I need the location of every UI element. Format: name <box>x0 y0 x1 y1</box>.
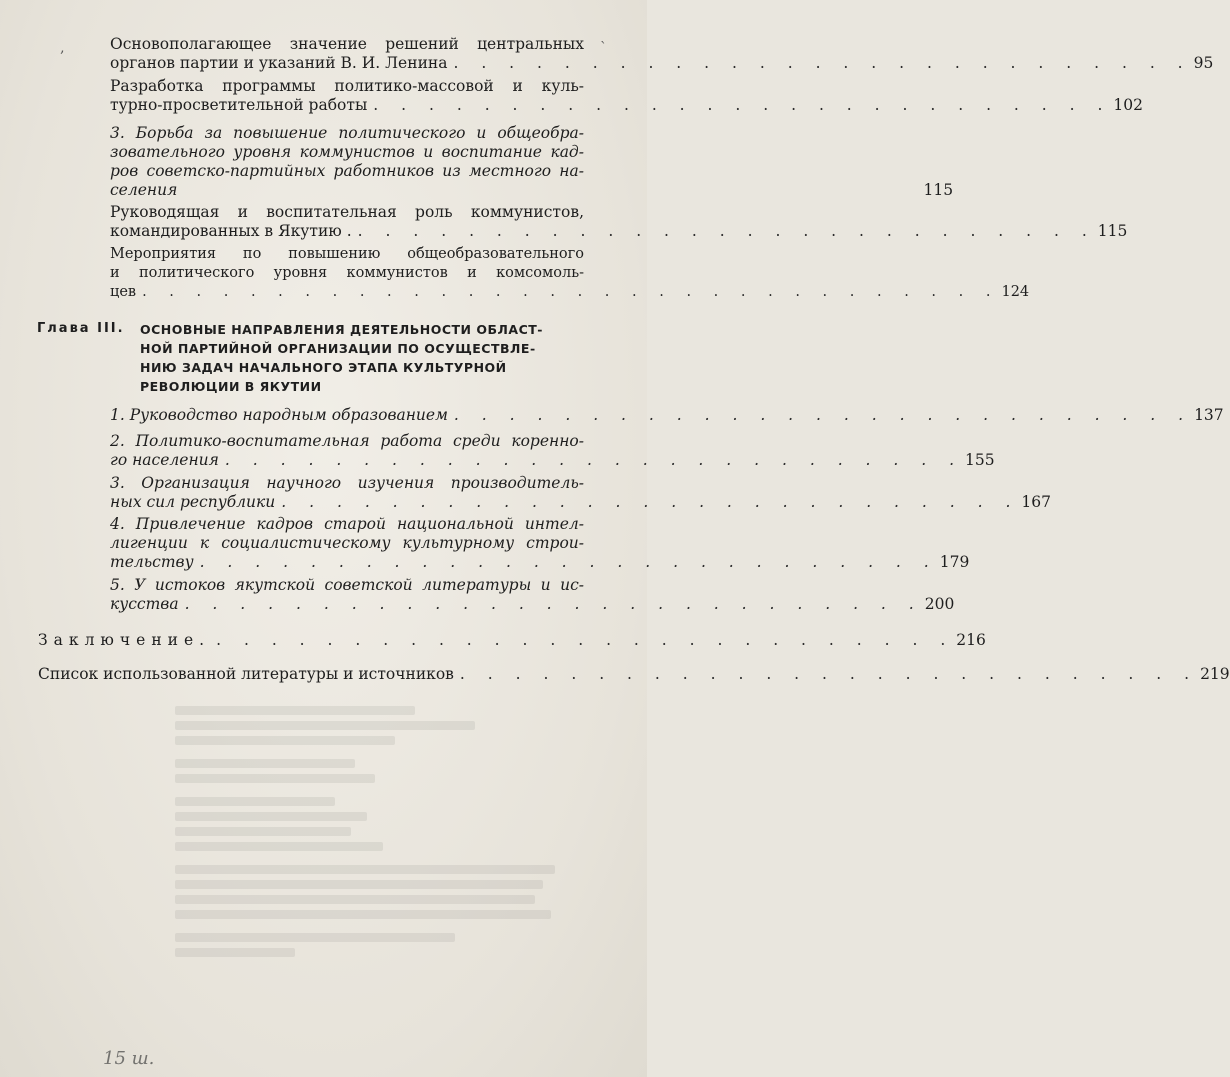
toc-entry <box>110 35 1214 73</box>
toc-entry-line: Основополагающее значение решений центральных <box>110 35 584 53</box>
toc-entry-text: кусства <box>110 595 179 613</box>
toc-entry-text: турно-просветительной работы <box>110 96 368 114</box>
toc-page-number: 155 <box>965 451 995 469</box>
toc-page-number: 167 <box>1021 493 1051 511</box>
toc-entry-text: цев <box>110 284 137 300</box>
toc-page-number: 102 <box>1113 96 1144 114</box>
toc-entry-bibliography <box>38 665 1230 684</box>
toc-entry-line: 3. Борьба за повышение политического и общеобра- <box>110 124 584 142</box>
toc-entry-line: и политического уровня коммунистов и комсомоль- <box>110 265 584 281</box>
leader-dots: . . . . . . . . . . . . . . . . . . . . . . . . . . . <box>224 451 964 469</box>
chapter-title-line: НОЙ ПАРТИЙНОЙ ОРГАНИЗАЦИИ ПО ОСУЩЕСТВЛЕ- <box>140 341 536 356</box>
toc-entry <box>110 474 1051 512</box>
leader-dots: . . . . . . . . . . . . . . . . . . . . . . . . . . . <box>373 96 1112 114</box>
leader-dots: . . . . . . . . . . . . . . . . . . . . . . . . . . . <box>357 222 1096 240</box>
toc-entry <box>110 432 995 470</box>
toc-entry-line: зовательного уровня коммунистов и воспитание кад- <box>110 143 584 161</box>
toc-page-number: 219 <box>1200 665 1230 683</box>
toc-entry <box>110 576 955 614</box>
toc-entry-text: 1. Руководство народным образованием <box>110 406 448 424</box>
toc-entry-text: го населения <box>110 451 219 469</box>
leader-dots <box>177 181 921 200</box>
toc-entry-text: органов партии и указаний В. И. Ленина <box>110 54 448 72</box>
chapter-title-line: ОСНОВНЫЕ НАПРАВЛЕНИЯ ДЕЯТЕЛЬНОСТИ ОБЛАСТ- <box>140 322 543 337</box>
toc-entry-line: лигенции к социалистическому культурному строи- <box>110 534 584 552</box>
toc-entry-text: ных сил республики <box>110 493 276 511</box>
leader-dots: . . . . . . . . . . . . . . . . . . . . . . . . . . . <box>216 631 955 649</box>
toc-entry <box>110 515 970 572</box>
toc-page-number: 115 <box>923 181 954 199</box>
toc-page-number: 115 <box>1097 222 1128 240</box>
toc-entry-line: 5. У истоков якутской советской литературы и ис- <box>110 576 584 594</box>
toc-entry-text: Список использованной литературы и источников <box>38 665 454 683</box>
toc-page-number: 137 <box>1194 406 1224 424</box>
toc-entry-line: 2. Политико-воспитательная работа среди коренно- <box>110 432 584 450</box>
leader-dots: . . . . . . . . . . . . . . . . . . . . . . . . . . . <box>199 553 938 571</box>
chapter-title <box>140 320 552 396</box>
chapter-label: Глава III. <box>37 321 125 336</box>
toc-page-number: 95 <box>1193 54 1214 72</box>
toc-entry-text: командированных в Якутию . <box>110 222 352 240</box>
show-through-imprint <box>175 700 575 963</box>
leader-dots: . . . . . . . . . . . . . . . . . . . . . . . . . . . <box>453 406 1193 424</box>
toc-entry <box>110 124 954 200</box>
toc-entry <box>110 245 1030 302</box>
leader-dots: . . . . . . . . . . . . . . . . . . . . . . . . . . . <box>453 54 1192 72</box>
toc-entry-text: селения <box>110 181 178 199</box>
toc-entry <box>110 203 1128 241</box>
handwritten-note: 15 ш. <box>103 1048 155 1069</box>
leader-dots: . . . . . . . . . . . . . . . . . . . . . . . . . . . <box>459 665 1199 683</box>
toc-entry-line: 3. Организация научного изучения производитель- <box>110 474 584 492</box>
paper-speck: ‚ <box>60 40 65 56</box>
toc-entry-text: тельству <box>110 553 194 571</box>
toc-entry <box>110 406 1224 425</box>
toc-entry-line: Мероприятия по повышению общеобразовательного <box>110 246 584 262</box>
toc-entry-line: Разработка программы политико-массовой и куль- <box>110 77 584 95</box>
leader-dots: . . . . . . . . . . . . . . . . . . . . . . . . . . . . . . . . <box>142 284 1000 300</box>
chapter-title-line: НИЮ ЗАДАЧ НАЧАЛЬНОГО ЭТАПА КУЛЬТУРНОЙ <box>140 360 507 375</box>
toc-entry-text: Заключение. <box>38 631 211 649</box>
toc-page-number: 200 <box>924 595 955 613</box>
toc-entry-line: Руководящая и воспитательная роль коммунистов, <box>110 203 584 221</box>
toc-page-number: 179 <box>939 553 970 571</box>
leader-dots: . . . . . . . . . . . . . . . . . . . . . . . . . . . <box>281 493 1020 511</box>
paper-speck: ` <box>600 40 607 56</box>
toc-entry <box>110 77 1144 115</box>
toc-entry-line: 4. Привлечение кадров старой национальной интел- <box>110 515 584 533</box>
leader-dots: . . . . . . . . . . . . . . . . . . . . . . . . . . . <box>184 595 923 613</box>
chapter-title-line: РЕВОЛЮЦИИ В ЯКУТИИ <box>140 379 322 394</box>
toc-entry-conclusion <box>38 631 986 650</box>
toc-entry-line: ров советско-партийных работников из местного на- <box>110 162 584 180</box>
toc-page-number: 124 <box>1001 284 1030 300</box>
toc-page-number: 216 <box>956 631 986 649</box>
